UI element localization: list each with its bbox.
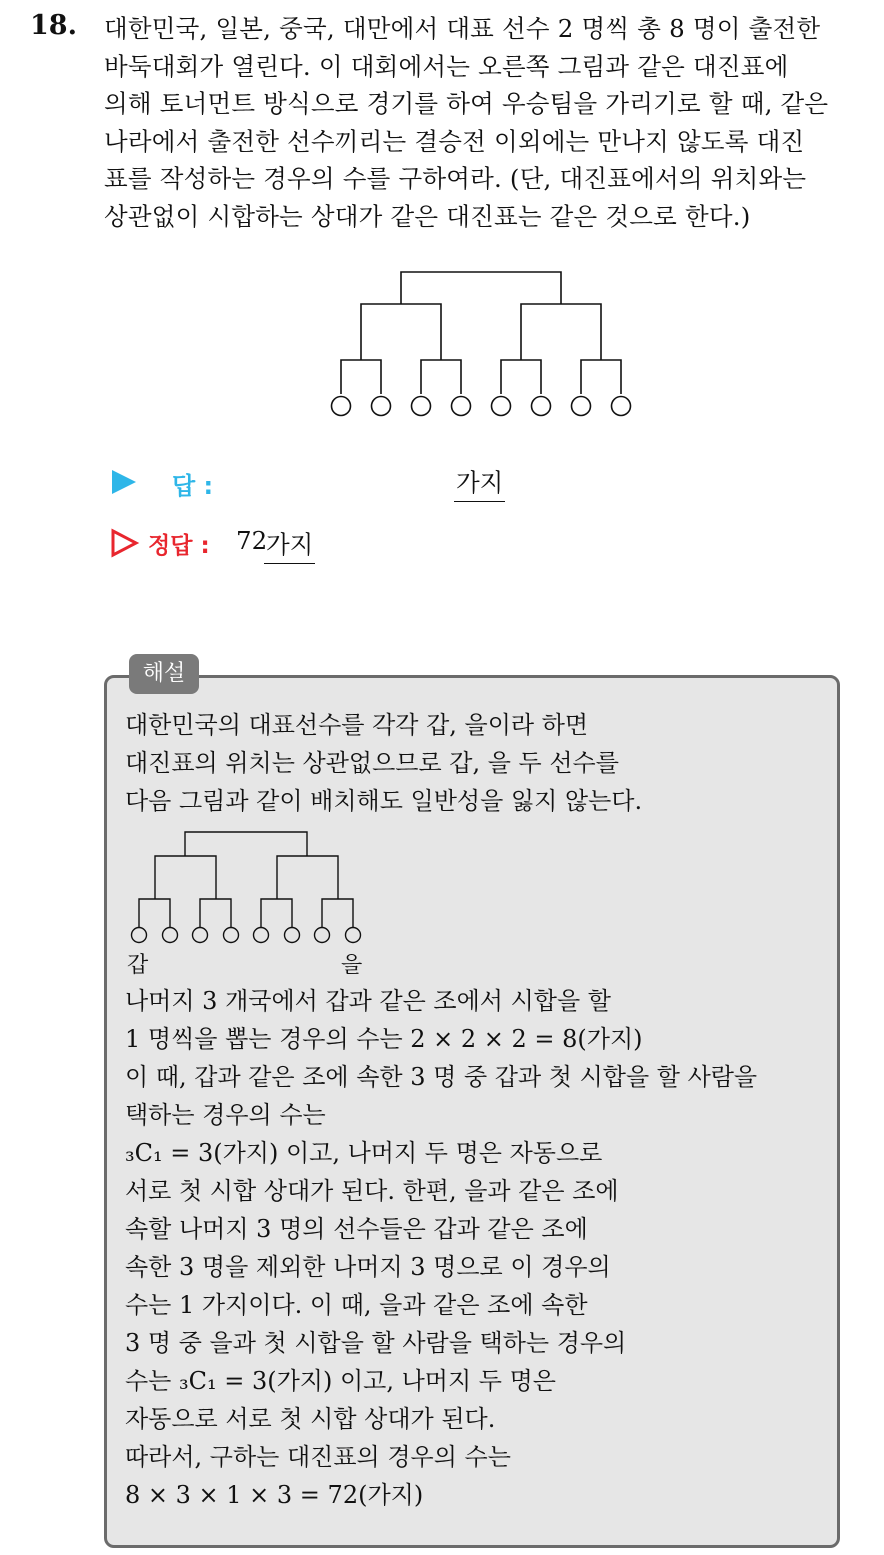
solution-line: ₃C₁ = 3(가지) 이고, 나머지 두 명은 자동으로 [125, 1139, 603, 1167]
outline-triangle-icon [110, 528, 140, 558]
player-b-label: 을 [341, 953, 363, 978]
solution-line: 속한 3 명을 제외한 나머지 3 명으로 이 경우의 [125, 1253, 611, 1281]
solution-tag: 해설 [129, 654, 199, 694]
question-line: 상관없이 시합하는 상대가 같은 대진표는 같은 것으로 한다.) [104, 201, 751, 231]
solution-line: 수는 ₃C₁ = 3(가지) 이고, 나머지 두 명은 [125, 1367, 556, 1395]
solution-line: 택하는 경우의 수는 [125, 1101, 326, 1129]
solution-body [125, 982, 855, 1514]
question-line: 표를 작성하는 경우의 수를 구하여라. (단, 대진표에서의 위치와는 [104, 164, 807, 193]
solution-line: 3 명 중 을과 첫 시합을 할 사람을 택하는 경우의 [125, 1329, 627, 1357]
question-line: 나라에서 출전한 선수끼리는 결승전 이외에는 만나지 않도록 대진 [104, 126, 805, 156]
player-slot [163, 928, 178, 943]
solution-bracket-diagram [125, 826, 375, 950]
question-line: 바둑대회가 열린다. 이 대회에서는 오른쪽 그림과 같은 대진표에 [104, 51, 789, 81]
solution-line: 수는 1 가지이다. 이 때, 을과 같은 조에 속한 [125, 1291, 588, 1319]
bracket-first-1 [341, 360, 381, 394]
bracket-semi-left [361, 304, 441, 360]
answer-label: 답 : [172, 472, 214, 500]
correct-answer-value: 72 [236, 526, 268, 555]
player-slot [285, 928, 300, 943]
tournament-bracket-diagram [320, 262, 650, 422]
filled-triangle-icon [112, 470, 136, 494]
solution-line: 자동으로 서로 첫 시합 상대가 된다. [125, 1405, 496, 1433]
bracket-semi-right [277, 856, 338, 899]
correct-answer-row [108, 524, 608, 564]
solution-line: 8 × 3 × 1 × 3 = 72(가지) [125, 1481, 424, 1509]
solution-line: 대진표의 위치는 상관없으므로 갑, 을 두 선수를 [125, 749, 619, 777]
answer-row [108, 462, 608, 502]
bracket-first-2 [200, 899, 231, 927]
solution-line: 서로 첫 시합 상대가 된다. 한편, 을과 같은 조에 [125, 1177, 619, 1205]
player-slot [612, 397, 631, 416]
correct-answer-label: 정답 : [148, 533, 210, 559]
player-slot [315, 928, 330, 943]
player-slot [452, 397, 471, 416]
question-line: 대한민국, 일본, 중국, 대만에서 대표 선수 2 명씩 총 8 명이 출전한 [104, 14, 821, 43]
player-a-label: 갑 [127, 953, 149, 978]
solution-line: 나머지 3 개국에서 갑과 같은 조에서 시합을 할 [125, 987, 611, 1015]
bracket-first-2 [421, 360, 461, 394]
player-slot [346, 928, 361, 943]
player-slot [372, 397, 391, 416]
player-slot [132, 928, 147, 943]
player-slot [572, 397, 591, 416]
solution-line: 속할 나머지 3 명의 선수들은 갑과 같은 조에 [125, 1215, 588, 1243]
player-slot [492, 397, 511, 416]
bracket-first-4 [581, 360, 621, 394]
correct-answer-unit: 가지 [264, 526, 315, 564]
bracket-first-3 [261, 899, 292, 927]
player-slot [332, 397, 351, 416]
bracket-first-4 [322, 899, 353, 927]
bracket-final-line [185, 832, 307, 856]
solution-line: 따라서, 구하는 대진표의 경우의 수는 [125, 1443, 511, 1471]
bracket-first-1 [139, 899, 170, 927]
bracket-semi-left [155, 856, 216, 899]
bracket-first-3 [501, 360, 541, 394]
solution-line: 대한민국의 대표선수를 각각 갑, 을이라 하면 [125, 711, 589, 739]
player-slot [532, 397, 551, 416]
bracket-semi-right [521, 304, 601, 360]
answer-unit: 가지 [454, 464, 505, 502]
solution-line: 1 명씩을 뽑는 경우의 수는 2 × 2 × 2 = 8(가지) [125, 1025, 643, 1053]
player-slot [412, 397, 431, 416]
bracket-final-line [401, 272, 561, 304]
player-slot [254, 928, 269, 943]
player-slot [224, 928, 239, 943]
solution-line: 이 때, 갑과 같은 조에 속한 3 명 중 갑과 첫 시합을 할 사람을 [125, 1063, 758, 1091]
solution-line: 다음 그림과 같이 배치해도 일반성을 잃지 않는다. [125, 787, 643, 815]
question-line: 의해 토너먼트 방식으로 경기를 하여 우승팀을 가리기로 할 때, 같은 [104, 89, 829, 118]
solution-intro [125, 706, 855, 820]
question-number: 18. [30, 10, 77, 41]
question-text [104, 10, 864, 235]
player-slot [193, 928, 208, 943]
